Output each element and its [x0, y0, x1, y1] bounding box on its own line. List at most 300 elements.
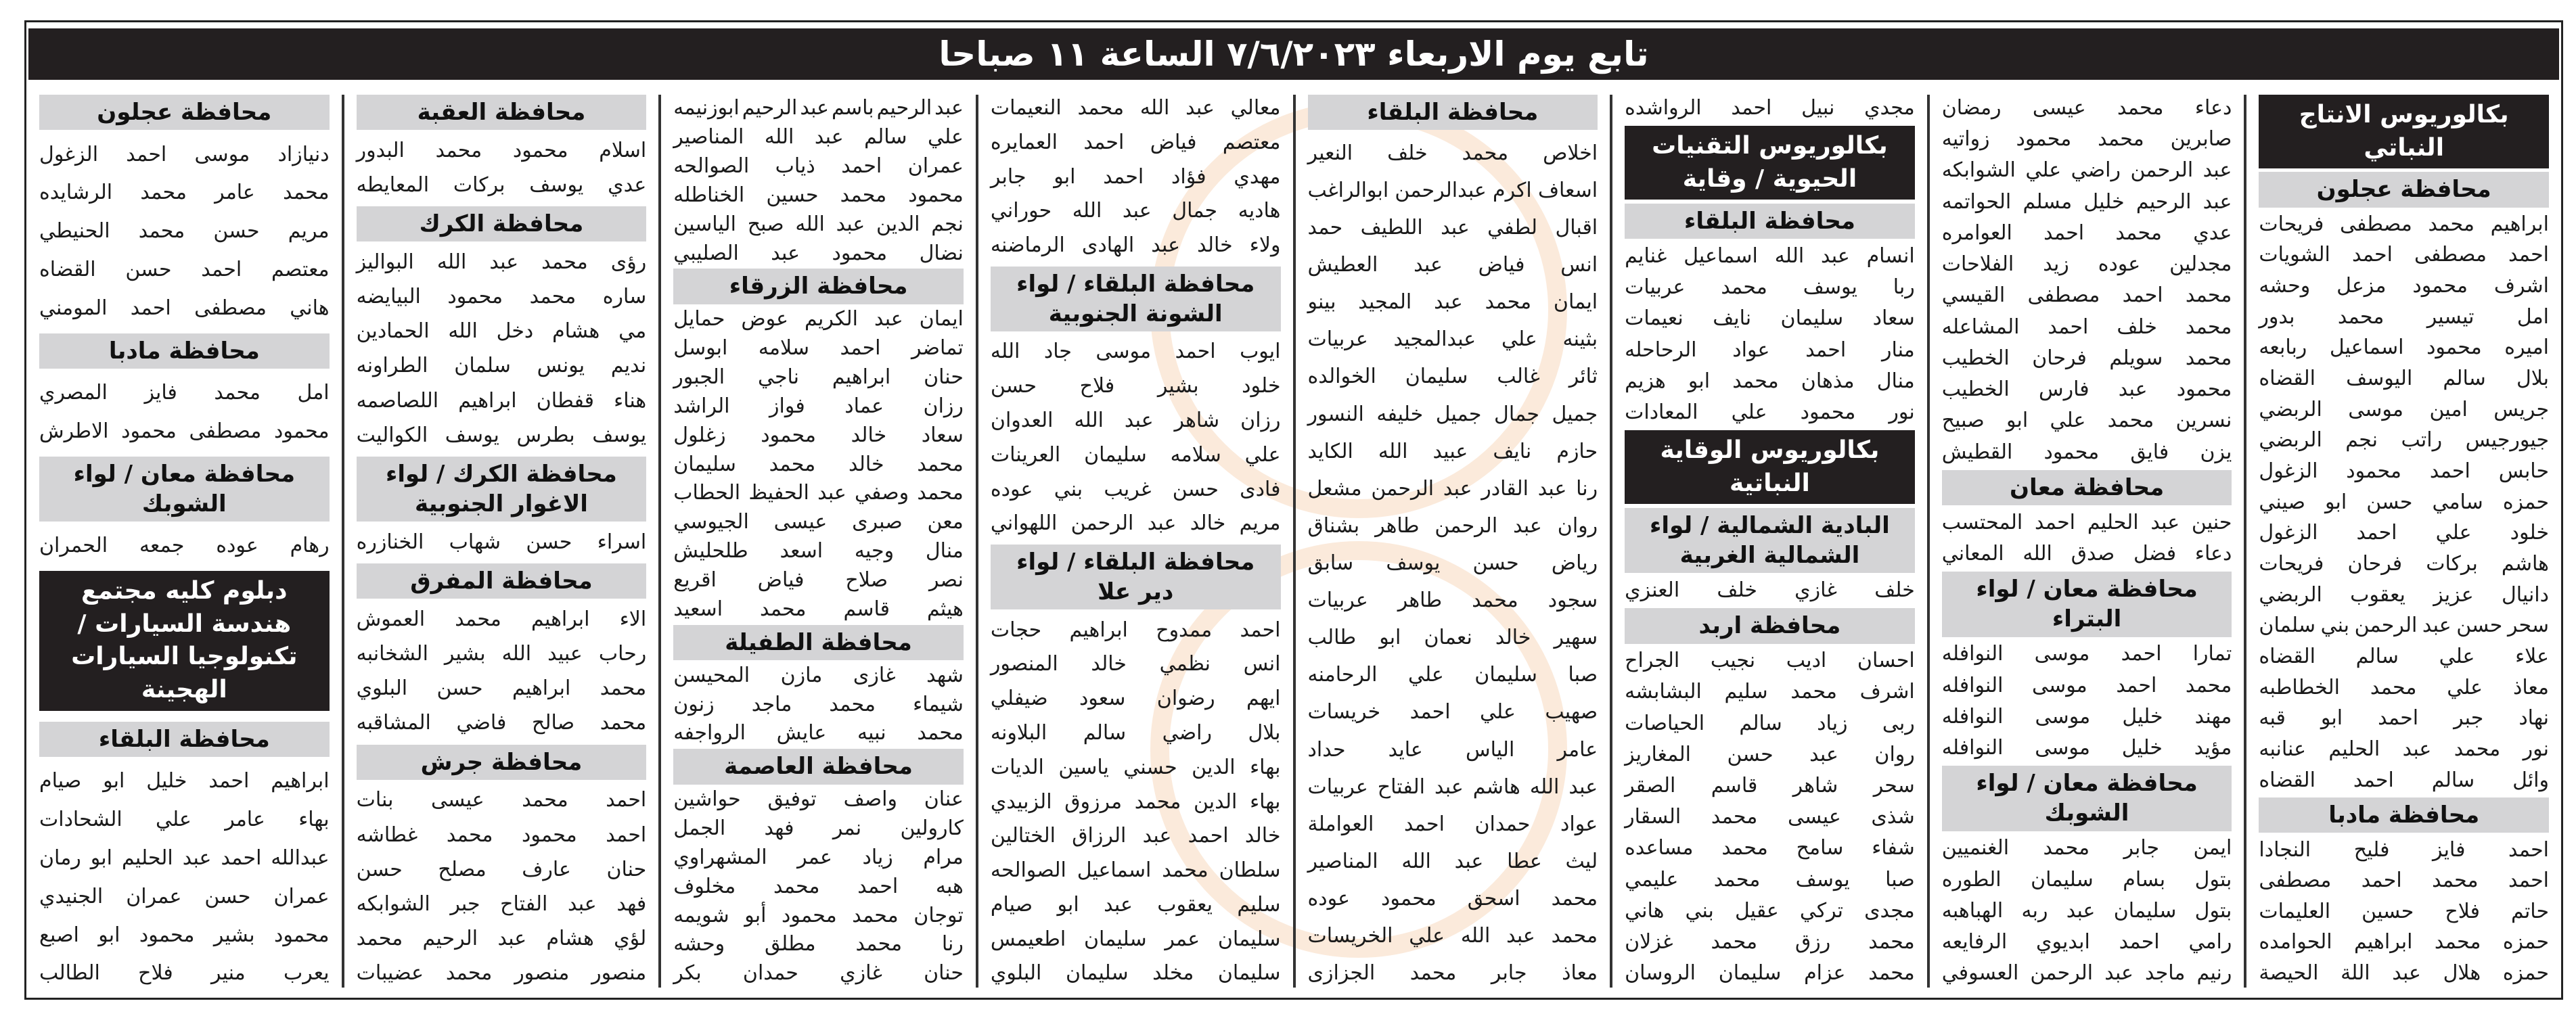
name-word: عامر: [1557, 737, 1598, 762]
name-word: احمد: [2356, 521, 2397, 545]
name-word: احمد: [1731, 96, 1772, 120]
name-row: [1625, 243, 1915, 271]
name-word: العليمات: [2259, 899, 2331, 923]
name-row: [2259, 458, 2549, 486]
name-row: [1625, 710, 1915, 738]
name-row: [2259, 929, 2549, 956]
name-row: [357, 137, 647, 165]
name-word: العسوفي: [1941, 961, 2019, 986]
results-column: [1927, 95, 2244, 988]
name-row: [1625, 929, 1915, 956]
name-word: حسن: [1727, 742, 1773, 766]
name-row: [357, 388, 647, 415]
name-word: عمر: [1165, 927, 1200, 951]
name-row: [2259, 582, 2549, 609]
name-word: احمد: [1403, 812, 1445, 836]
name-word: حسن: [526, 530, 572, 554]
name-word: خالد: [851, 423, 887, 447]
name-word: محمد: [140, 181, 187, 205]
name-word: عيسى: [1788, 805, 1841, 829]
name-word: خالد: [848, 452, 884, 476]
name-word: المنصور: [990, 652, 1058, 676]
name-row: [1308, 513, 1598, 540]
name-word: لطفي: [1487, 216, 1538, 240]
name-row: [1942, 509, 2232, 537]
name-word: الرحمن: [1434, 513, 1498, 538]
name-word: عطا: [1507, 849, 1542, 873]
name-row: [2259, 304, 2549, 331]
name-word: علي: [928, 124, 964, 149]
name-word: عربيات: [1307, 588, 1368, 613]
name-word: عبد: [800, 96, 830, 120]
name-word: محمد: [1721, 836, 1768, 860]
name-row: [673, 844, 964, 872]
name-word: وحشه: [673, 932, 725, 956]
name-word: مصلح: [438, 857, 487, 881]
name-word: الحوامده: [2259, 930, 2332, 954]
name-word: الله: [1072, 199, 1102, 223]
name-word: جميل: [1552, 402, 1598, 426]
name-word: عبد: [1809, 742, 1838, 766]
name-word: مسلم: [2023, 189, 2073, 214]
name-word: ابراهيم: [2354, 930, 2413, 954]
name-word: خليل: [2083, 189, 2125, 214]
name-word: الله: [1139, 96, 1170, 120]
name-word: محمد: [1713, 867, 1761, 892]
name-word: هشام: [546, 927, 594, 951]
name-row: [39, 218, 330, 246]
name-word: علي: [1731, 400, 1767, 424]
name-row: [1942, 376, 2232, 404]
name-word: سابق: [1307, 551, 1354, 575]
name-word: صيام: [990, 892, 1033, 917]
name-row: [357, 283, 647, 311]
name-word: الياس: [1465, 737, 1515, 762]
name-word: سويلم: [2109, 346, 2163, 370]
name-word: ابراهيم: [1069, 618, 1128, 642]
name-word: احمد: [1188, 824, 1229, 848]
name-row: [1625, 647, 1915, 675]
name-word: محمد: [2185, 673, 2232, 697]
name-word: ايمان: [1553, 290, 1598, 315]
name-word: فلاح: [138, 961, 173, 986]
name-word: عبيد: [547, 642, 583, 666]
name-word: يوسف: [1803, 275, 1857, 300]
name-word: عبد: [2422, 614, 2451, 638]
name-word: شفاء: [1872, 836, 1915, 860]
page-title-bar: [28, 28, 2559, 80]
name-row: [39, 883, 330, 911]
name-word: اللة: [2341, 961, 2370, 986]
name-word: صالح: [532, 711, 575, 735]
name-word: عماد: [844, 394, 884, 418]
name-row: [357, 249, 647, 277]
name-word: دعاء: [2194, 541, 2232, 565]
name-word: العموش: [356, 607, 426, 631]
name-word: سليمان: [2113, 898, 2177, 923]
name-word: محمد: [2454, 737, 2501, 761]
name-word: اشرف: [1859, 680, 1915, 704]
name-word: محمد: [1462, 141, 1509, 165]
name-word: محمود: [908, 183, 964, 207]
governorate-heading: البادية الشمالية / لواء الشمالية الغربية: [1625, 508, 1915, 573]
name-word: عبد: [1506, 924, 1535, 948]
name-word: معتصم: [271, 257, 330, 281]
governorate-heading: محافظة الطفيلة: [673, 625, 964, 660]
name-word: منال: [1876, 369, 1915, 393]
name-word: العطيش: [1307, 253, 1378, 277]
name-word: الفلاحات: [1941, 252, 2014, 277]
name-word: احمد: [1103, 164, 1144, 189]
name-word: بركات: [2426, 551, 2478, 576]
name-word: محمد: [1711, 805, 1758, 829]
name-word: عبد: [2402, 737, 2432, 761]
name-word: العمايره: [990, 130, 1058, 154]
name-word: الزغول: [2259, 521, 2318, 545]
name-word: عبد: [836, 212, 865, 236]
name-word: انس: [1560, 253, 1598, 277]
name-word: محمد: [2098, 127, 2144, 152]
name-word: وجيه: [854, 539, 895, 563]
name-word: سليمان: [1065, 961, 1129, 986]
name-word: النوافله: [1941, 673, 2004, 697]
name-word: احمد: [857, 874, 899, 898]
name-row: [1625, 866, 1915, 894]
name-word: فايق: [2130, 440, 2169, 464]
name-word: شاهر: [1174, 409, 1220, 432]
name-word: احمد: [1805, 338, 1847, 362]
name-word: حابس: [2498, 459, 2549, 483]
name-word: احمد: [1083, 130, 1125, 154]
name-row: [2259, 767, 2549, 795]
name-row: [991, 198, 1281, 225]
name-word: قاسم: [1711, 774, 1758, 798]
name-row: [1625, 305, 1915, 333]
name-word: النوافله: [1941, 736, 2004, 760]
name-word: خلف: [1387, 141, 1428, 165]
governorate-heading: محافظة المفرق: [357, 563, 647, 599]
name-row: [2259, 674, 2549, 702]
name-word: محمود: [782, 903, 837, 927]
name-word: الرحاحله: [1625, 338, 1697, 362]
name-word: امل: [2516, 304, 2549, 329]
name-row: [357, 675, 647, 703]
name-row: [2259, 867, 2549, 895]
name-row: [357, 318, 647, 346]
results-column: [658, 95, 976, 988]
name-word: العنزي: [1625, 578, 1680, 603]
name-row: [673, 931, 964, 958]
name-word: بثينه: [1562, 327, 1598, 352]
name-word: ابوالراغب: [1307, 178, 1389, 202]
name-word: جابر: [1491, 961, 1527, 986]
name-word: اسعاف: [1537, 178, 1598, 202]
name-word: عبد: [568, 892, 597, 916]
name-word: الله: [1529, 774, 1560, 799]
name-row: [1625, 399, 1915, 427]
governorate-heading: محافظة معان: [1942, 470, 2232, 505]
name-word: ساره: [602, 285, 647, 309]
name-word: احمد: [2378, 706, 2419, 731]
name-word: يزن: [2200, 440, 2232, 464]
name-word: يوسف: [592, 423, 647, 447]
name-word: الفتاح: [500, 892, 548, 916]
name-row: [673, 124, 964, 152]
name-word: ابراهيم: [531, 607, 590, 631]
name-word: انسام: [1866, 244, 1915, 268]
name-word: الرحيم: [742, 96, 798, 120]
name-word: عبدالرحمن: [1395, 178, 1487, 202]
name-word: محمد: [522, 788, 568, 812]
name-word: فرحان: [2032, 346, 2087, 370]
name-word: صبا: [1885, 867, 1915, 892]
name-word: العواملة: [1307, 812, 1374, 836]
name-word: محمد: [840, 183, 887, 207]
name-word: محمد: [1472, 588, 1518, 613]
name-word: حسني: [1123, 755, 1177, 779]
results-column: [342, 95, 659, 988]
name-word: فريحات: [2259, 212, 2324, 236]
name-word: الله: [436, 250, 467, 274]
name-word: نظمي: [1159, 652, 1211, 676]
name-row: [2259, 427, 2549, 455]
name-word: احمد: [2508, 869, 2549, 893]
name-word: نور: [2523, 737, 2549, 761]
name-word: عوده: [1307, 886, 1350, 910]
name-word: الكواليت: [356, 423, 428, 447]
name-word: منصور: [514, 961, 570, 986]
governorate-heading: محافظة مادبا: [2259, 797, 2549, 833]
governorate-heading: محافظة البلقاء / لواء الشونة الجنوبية: [991, 267, 1281, 331]
name-word: شويمه: [673, 903, 729, 927]
name-word: هيثم: [926, 597, 964, 622]
name-row: [1625, 577, 1915, 605]
name-row: [2259, 334, 2549, 362]
name-word: وحشه: [2259, 274, 2311, 298]
name-word: ايهم: [1246, 687, 1281, 711]
name-word: مصطفى: [2259, 869, 2332, 893]
name-word: عمران: [273, 884, 330, 908]
name-word: الكايد: [1307, 439, 1353, 463]
name-word: عربيات: [1307, 774, 1368, 799]
name-word: عبدالله: [271, 846, 330, 870]
name-word: غازي: [1794, 578, 1837, 603]
name-row: [1308, 214, 1598, 242]
name-word: غالب: [1497, 365, 1540, 389]
name-word: محمود: [447, 285, 503, 309]
name-word: طلحليش: [673, 539, 748, 563]
name-word: عواد: [1732, 338, 1770, 362]
name-word: عزيز: [2433, 582, 2474, 607]
name-word: رمضان: [1941, 96, 2002, 120]
name-word: احمد: [2508, 243, 2549, 267]
name-row: [2259, 643, 2549, 671]
name-word: الشخانبه: [356, 642, 428, 666]
name-word: اصبع: [39, 923, 79, 947]
governorate-heading: محافظة العاصمة: [673, 749, 964, 784]
name-word: روان: [1557, 513, 1598, 538]
name-word: محمد: [541, 250, 588, 274]
name-word: نهاد: [2518, 706, 2549, 731]
name-word: عبد: [1185, 96, 1215, 120]
name-word: علي: [2447, 675, 2483, 699]
name-word: نايف: [1493, 439, 1532, 463]
name-word: مؤيد: [2194, 736, 2232, 760]
name-word: جريس: [2493, 397, 2549, 421]
name-word: عبد: [1454, 849, 1484, 873]
name-word: معاذ: [2512, 675, 2549, 699]
name-word: دنيازاد: [277, 142, 330, 166]
name-row: [39, 295, 330, 323]
name-row: [1308, 960, 1598, 988]
name-row: [1625, 804, 1915, 831]
name-word: مصطفى: [194, 296, 267, 320]
name-row: [2259, 837, 2549, 864]
name-word: ابراهيم: [458, 388, 517, 413]
name-row: [991, 720, 1281, 747]
name-word: سليم: [1724, 680, 1768, 704]
name-word: حسن: [990, 374, 1037, 398]
name-word: يعقوب: [1157, 892, 1213, 917]
name-row: [2259, 396, 2549, 424]
name-row: [1625, 337, 1915, 365]
name-word: هاشم: [2501, 551, 2549, 576]
name-word: عزام: [1804, 961, 1846, 986]
name-row: [1308, 140, 1598, 168]
name-row: [1308, 811, 1598, 839]
name-word: محمد: [759, 597, 807, 622]
name-word: المناصير: [673, 124, 744, 149]
name-word: جابر: [990, 164, 1026, 189]
name-row: [39, 256, 330, 284]
name-row: [1942, 157, 2232, 185]
name-row: [1942, 251, 2232, 279]
name-word: تماضر: [911, 336, 964, 360]
name-word: صبرى: [852, 510, 903, 534]
name-word: ابو: [2320, 706, 2343, 731]
name-word: سليمان: [1405, 365, 1468, 389]
name-word: محمد: [529, 285, 577, 309]
name-word: فياض: [1150, 130, 1197, 154]
name-word: حنان: [606, 857, 647, 881]
name-word: محمد: [852, 903, 899, 927]
name-row: [1625, 368, 1915, 396]
name-word: حسن: [213, 219, 260, 244]
name-row: [1942, 189, 2232, 216]
name-word: خلود: [1242, 374, 1281, 398]
name-word: راضي: [1162, 721, 1212, 745]
name-word: تركي: [1799, 898, 1844, 923]
name-word: نجم: [931, 212, 964, 236]
name-word: حمزه: [2502, 490, 2549, 514]
name-word: رنا: [1576, 476, 1598, 501]
name-word: احمد: [2035, 510, 2076, 534]
name-row: [357, 787, 647, 814]
name-word: عدي: [608, 173, 647, 197]
name-word: معالي: [1230, 96, 1281, 120]
name-word: مازن: [780, 663, 823, 687]
name-word: محمد: [2337, 304, 2385, 329]
name-word: ماجد: [751, 692, 792, 716]
name-word: ابوزنيمه: [673, 96, 740, 120]
name-word: عامر: [225, 808, 265, 832]
name-word: الرزاق: [1072, 824, 1127, 848]
name-word: محمد: [445, 961, 493, 986]
name-word: اسماعيل: [1684, 244, 1758, 268]
name-word: عبد: [1513, 513, 1542, 538]
name-word: عبد: [2066, 898, 2096, 923]
name-word: محمد: [1409, 961, 1457, 986]
name-word: صبا: [1568, 663, 1598, 687]
name-word: جمال: [1172, 199, 1218, 223]
name-word: مي: [618, 319, 647, 344]
name-word: صهيب: [1545, 700, 1598, 724]
name-row: [673, 538, 964, 565]
name-word: ابو: [1379, 626, 1401, 650]
name-word: محمود: [832, 241, 888, 265]
name-row: [673, 873, 964, 901]
name-row: [2259, 211, 2549, 239]
name-word: عضيبات: [356, 961, 424, 986]
governorate-heading: محافظة البلقاء: [39, 722, 330, 757]
degree-heading: دبلوم كليه مجتمع هندسة السيارات /تكنولوجيا السيارات الهجينة: [39, 571, 330, 710]
name-word: شاهر: [1792, 774, 1838, 798]
name-word: الحليم: [2328, 737, 2380, 761]
name-word: مصطفى: [2414, 243, 2487, 267]
name-row: [1308, 177, 1598, 205]
degree-heading: بكالوريوس التقنيات الحيوية / وقاية: [1625, 126, 1915, 200]
name-word: صابرين: [2170, 127, 2232, 152]
name-row: [673, 509, 964, 536]
name-row: [357, 891, 647, 919]
name-word: عبد: [1821, 244, 1850, 268]
name-row: [2259, 898, 2549, 926]
name-row: [1625, 772, 1915, 800]
name-word: شذى: [1871, 805, 1915, 829]
name-row: [1625, 95, 1915, 122]
name-row: [1942, 126, 2232, 154]
name-word: اسحق: [1467, 886, 1520, 910]
name-word: المومني: [39, 296, 108, 320]
name-word: محمود: [2043, 440, 2100, 464]
name-word: محمد: [1551, 924, 1598, 948]
name-row: [2259, 241, 2549, 269]
name-word: القيسي: [1941, 283, 2006, 308]
name-word: مطلق: [765, 932, 816, 956]
name-word: الغنميين: [1941, 836, 2010, 860]
governorate-heading: محافظة البلقاء: [1625, 204, 1915, 239]
name-word: العرينات: [990, 442, 1061, 467]
name-row: [1308, 476, 1598, 503]
name-row: [1942, 929, 2232, 956]
name-word: توفيق: [767, 787, 817, 811]
name-word: مهند: [2194, 704, 2232, 728]
name-word: احمد: [221, 846, 262, 870]
name-word: علي: [1409, 924, 1445, 948]
name-word: الله: [990, 340, 1020, 364]
name-row: [39, 418, 330, 446]
name-word: احمد: [130, 296, 171, 320]
name-word: عبد: [874, 307, 903, 331]
name-word: حسن: [2366, 490, 2413, 514]
name-word: جمعه: [139, 534, 185, 558]
name-row: [673, 960, 964, 988]
name-row: [673, 393, 964, 421]
name-word: عبد: [1147, 511, 1177, 536]
name-word: حداد: [1307, 737, 1346, 762]
name-word: وصفي: [854, 481, 909, 505]
name-word: اسعد: [779, 539, 823, 563]
